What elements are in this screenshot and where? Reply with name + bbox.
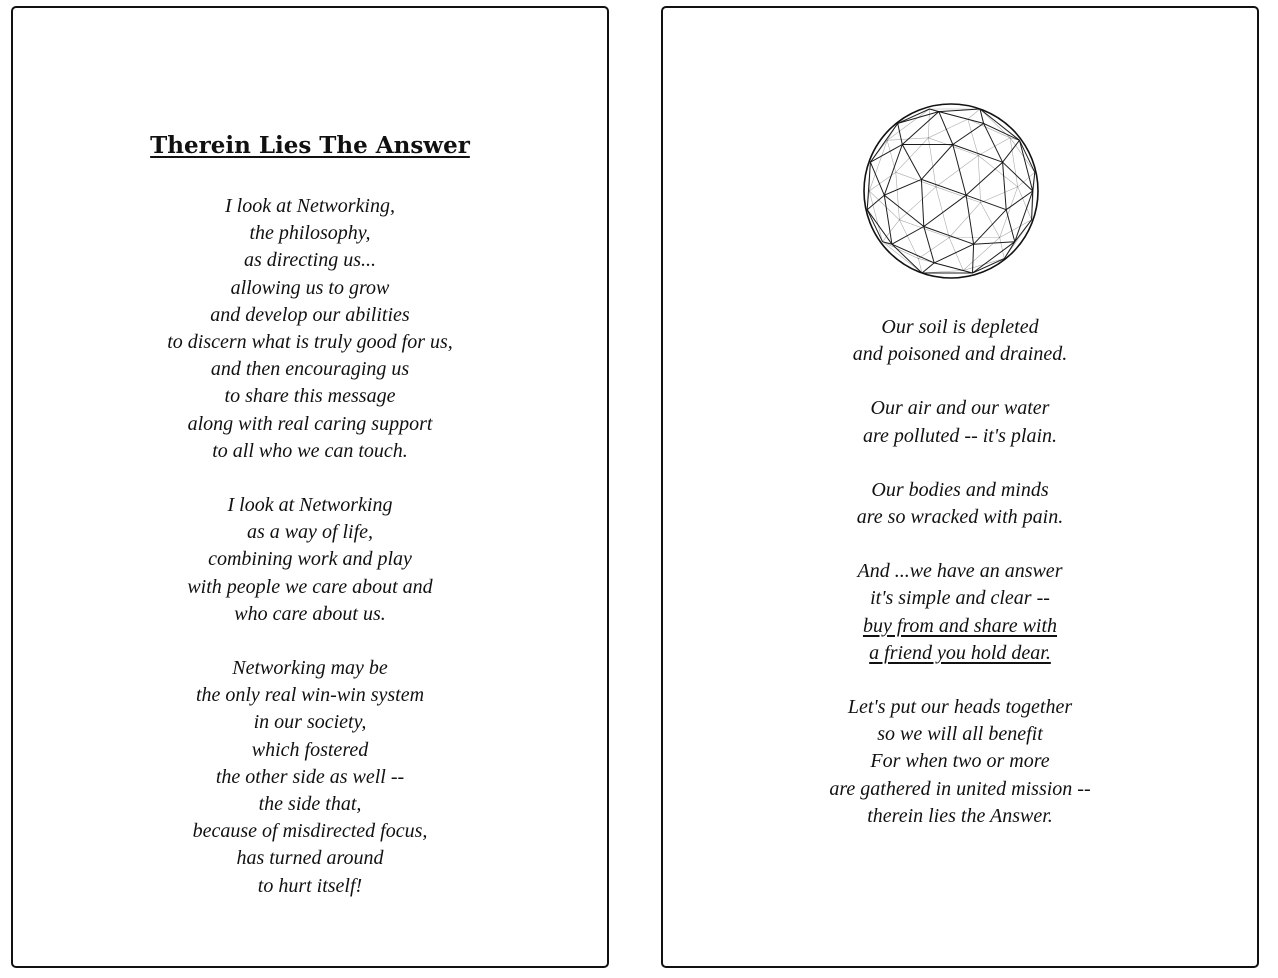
- stanza: [663, 558, 1257, 667]
- globe-edge: [978, 138, 1010, 156]
- globe-edge: [898, 109, 930, 123]
- globe-edge: [892, 227, 924, 245]
- poem-line: as directing us...: [243, 249, 377, 272]
- globe-edge: [921, 179, 923, 226]
- globe-edge: [1010, 138, 1018, 187]
- globe-edge: [1006, 191, 1032, 210]
- globe-edge: [1020, 140, 1035, 172]
- globe-outline: [864, 104, 1038, 278]
- poem-line: Our soil is depleted: [881, 316, 1039, 338]
- globe-edge: [896, 172, 936, 187]
- globe-edge: [896, 172, 900, 220]
- poem-line: in our society,: [253, 711, 367, 734]
- poem-line: I look at Networking,: [225, 195, 395, 217]
- poem-right: [663, 314, 1257, 857]
- globe-edge: [966, 195, 1006, 210]
- poem-line: Networking may be: [232, 657, 388, 680]
- poem-line: who care about us.: [234, 602, 386, 625]
- globe-edge: [870, 162, 884, 195]
- poem-line: and then encouraging us: [210, 358, 410, 381]
- geodesic-globe-icon: [860, 100, 1042, 282]
- page-title: Therein Lies The Answer: [150, 132, 470, 159]
- poem-line: because of misdirected focus,: [192, 820, 428, 843]
- poem-line: I look at Networking: [227, 494, 393, 517]
- poem-line: buy from and share with: [862, 614, 1058, 637]
- globe-edge: [953, 123, 984, 144]
- globe-edge: [1000, 238, 1005, 259]
- globe-edge: [884, 195, 892, 244]
- globe-edge: [939, 109, 980, 112]
- globe-edge: [918, 238, 949, 259]
- globe-edge: [887, 140, 896, 172]
- globe-edge: [949, 203, 980, 238]
- poem-line: to discern what is truly good for us,: [167, 331, 453, 354]
- poem-line: the philosophy,: [249, 222, 371, 245]
- globe-edge: [974, 210, 1007, 245]
- poem-line: it's simple and clear --: [870, 587, 1050, 610]
- stanza: [13, 655, 607, 900]
- stanza: [663, 694, 1257, 830]
- globe-edge: [1006, 210, 1015, 242]
- globe-edge: [928, 119, 967, 138]
- globe-edge: [978, 156, 980, 203]
- globe-edge: [936, 187, 981, 203]
- poem-line: with people we care about and: [187, 575, 433, 598]
- poem-line: Our bodies and minds: [871, 478, 1049, 501]
- poem-line: are polluted -- it's plain.: [862, 424, 1058, 447]
- globe-edge: [1032, 191, 1033, 220]
- poem-line: the only real win-win system: [195, 684, 425, 707]
- right-page: [661, 6, 1259, 968]
- globe-edge: [921, 179, 966, 195]
- globe-edge: [884, 179, 921, 195]
- poem-line: as a way of life,: [246, 521, 374, 544]
- globe-edge: [973, 244, 974, 273]
- poem-line: combining work and play: [208, 548, 412, 571]
- globe-edge: [922, 263, 934, 273]
- globe-edge: [921, 145, 952, 180]
- globe-edge: [1000, 187, 1018, 238]
- stanza: [663, 395, 1257, 449]
- globe-edge: [867, 210, 882, 242]
- poem-line: along with real caring support: [187, 412, 433, 435]
- poem-line: which fostered: [251, 738, 369, 761]
- stanza: [13, 492, 607, 628]
- poem-left: [13, 193, 607, 927]
- poem-line: and develop our abilities: [210, 303, 410, 326]
- globe-edge: [949, 238, 963, 271]
- globe-edge: [966, 162, 1003, 195]
- poem-line: the side that,: [258, 793, 362, 816]
- globe-edge: [902, 145, 921, 180]
- globe-edge: [924, 227, 934, 263]
- globe-edge: [869, 172, 896, 191]
- poem-line: Our air and our water: [870, 397, 1050, 420]
- poem-line: are so wracked with pain.: [856, 506, 1064, 529]
- poem-line: to share this message: [224, 385, 396, 408]
- stanza: [663, 314, 1257, 368]
- poem-line: so we will all benefit: [877, 723, 1043, 746]
- globe-edge: [936, 187, 949, 238]
- poem-line: are gathered in united mission --: [829, 777, 1091, 800]
- poem-line: has turned around: [236, 847, 384, 870]
- globe-edge: [898, 123, 903, 144]
- globe-edge: [928, 138, 936, 187]
- poem-line: Let's put our heads together: [847, 696, 1073, 719]
- poem-line: For when two or more: [870, 750, 1050, 773]
- globe-edge: [966, 195, 974, 244]
- globe-edge: [918, 259, 963, 271]
- globe-edge: [981, 187, 1018, 203]
- globe-edge: [884, 145, 902, 196]
- poem-line: the other side as well --: [215, 765, 405, 788]
- globe-edge: [939, 112, 953, 145]
- poem-line: to hurt itself!: [257, 874, 363, 897]
- poem-line: to all who we can touch.: [212, 439, 408, 462]
- globe-edge: [899, 187, 936, 220]
- stanza: [13, 193, 607, 465]
- globe-edge: [953, 145, 966, 196]
- stanza: [663, 477, 1257, 531]
- poem-line: and poisoned and drained.: [852, 343, 1068, 366]
- left-page: [11, 6, 609, 968]
- poem-line: therein lies the Answer.: [867, 804, 1053, 827]
- poem-line: a friend you hold dear.: [869, 641, 1051, 664]
- globe-edge: [1003, 162, 1007, 210]
- poem-line: allowing us to grow: [230, 276, 390, 299]
- globe-edge: [928, 138, 978, 156]
- globe-edge: [934, 244, 973, 263]
- globe-edge: [968, 109, 980, 119]
- poem-line: And ...we have an answer: [857, 560, 1063, 583]
- globe-edge: [896, 138, 929, 173]
- globe-edge: [928, 109, 929, 138]
